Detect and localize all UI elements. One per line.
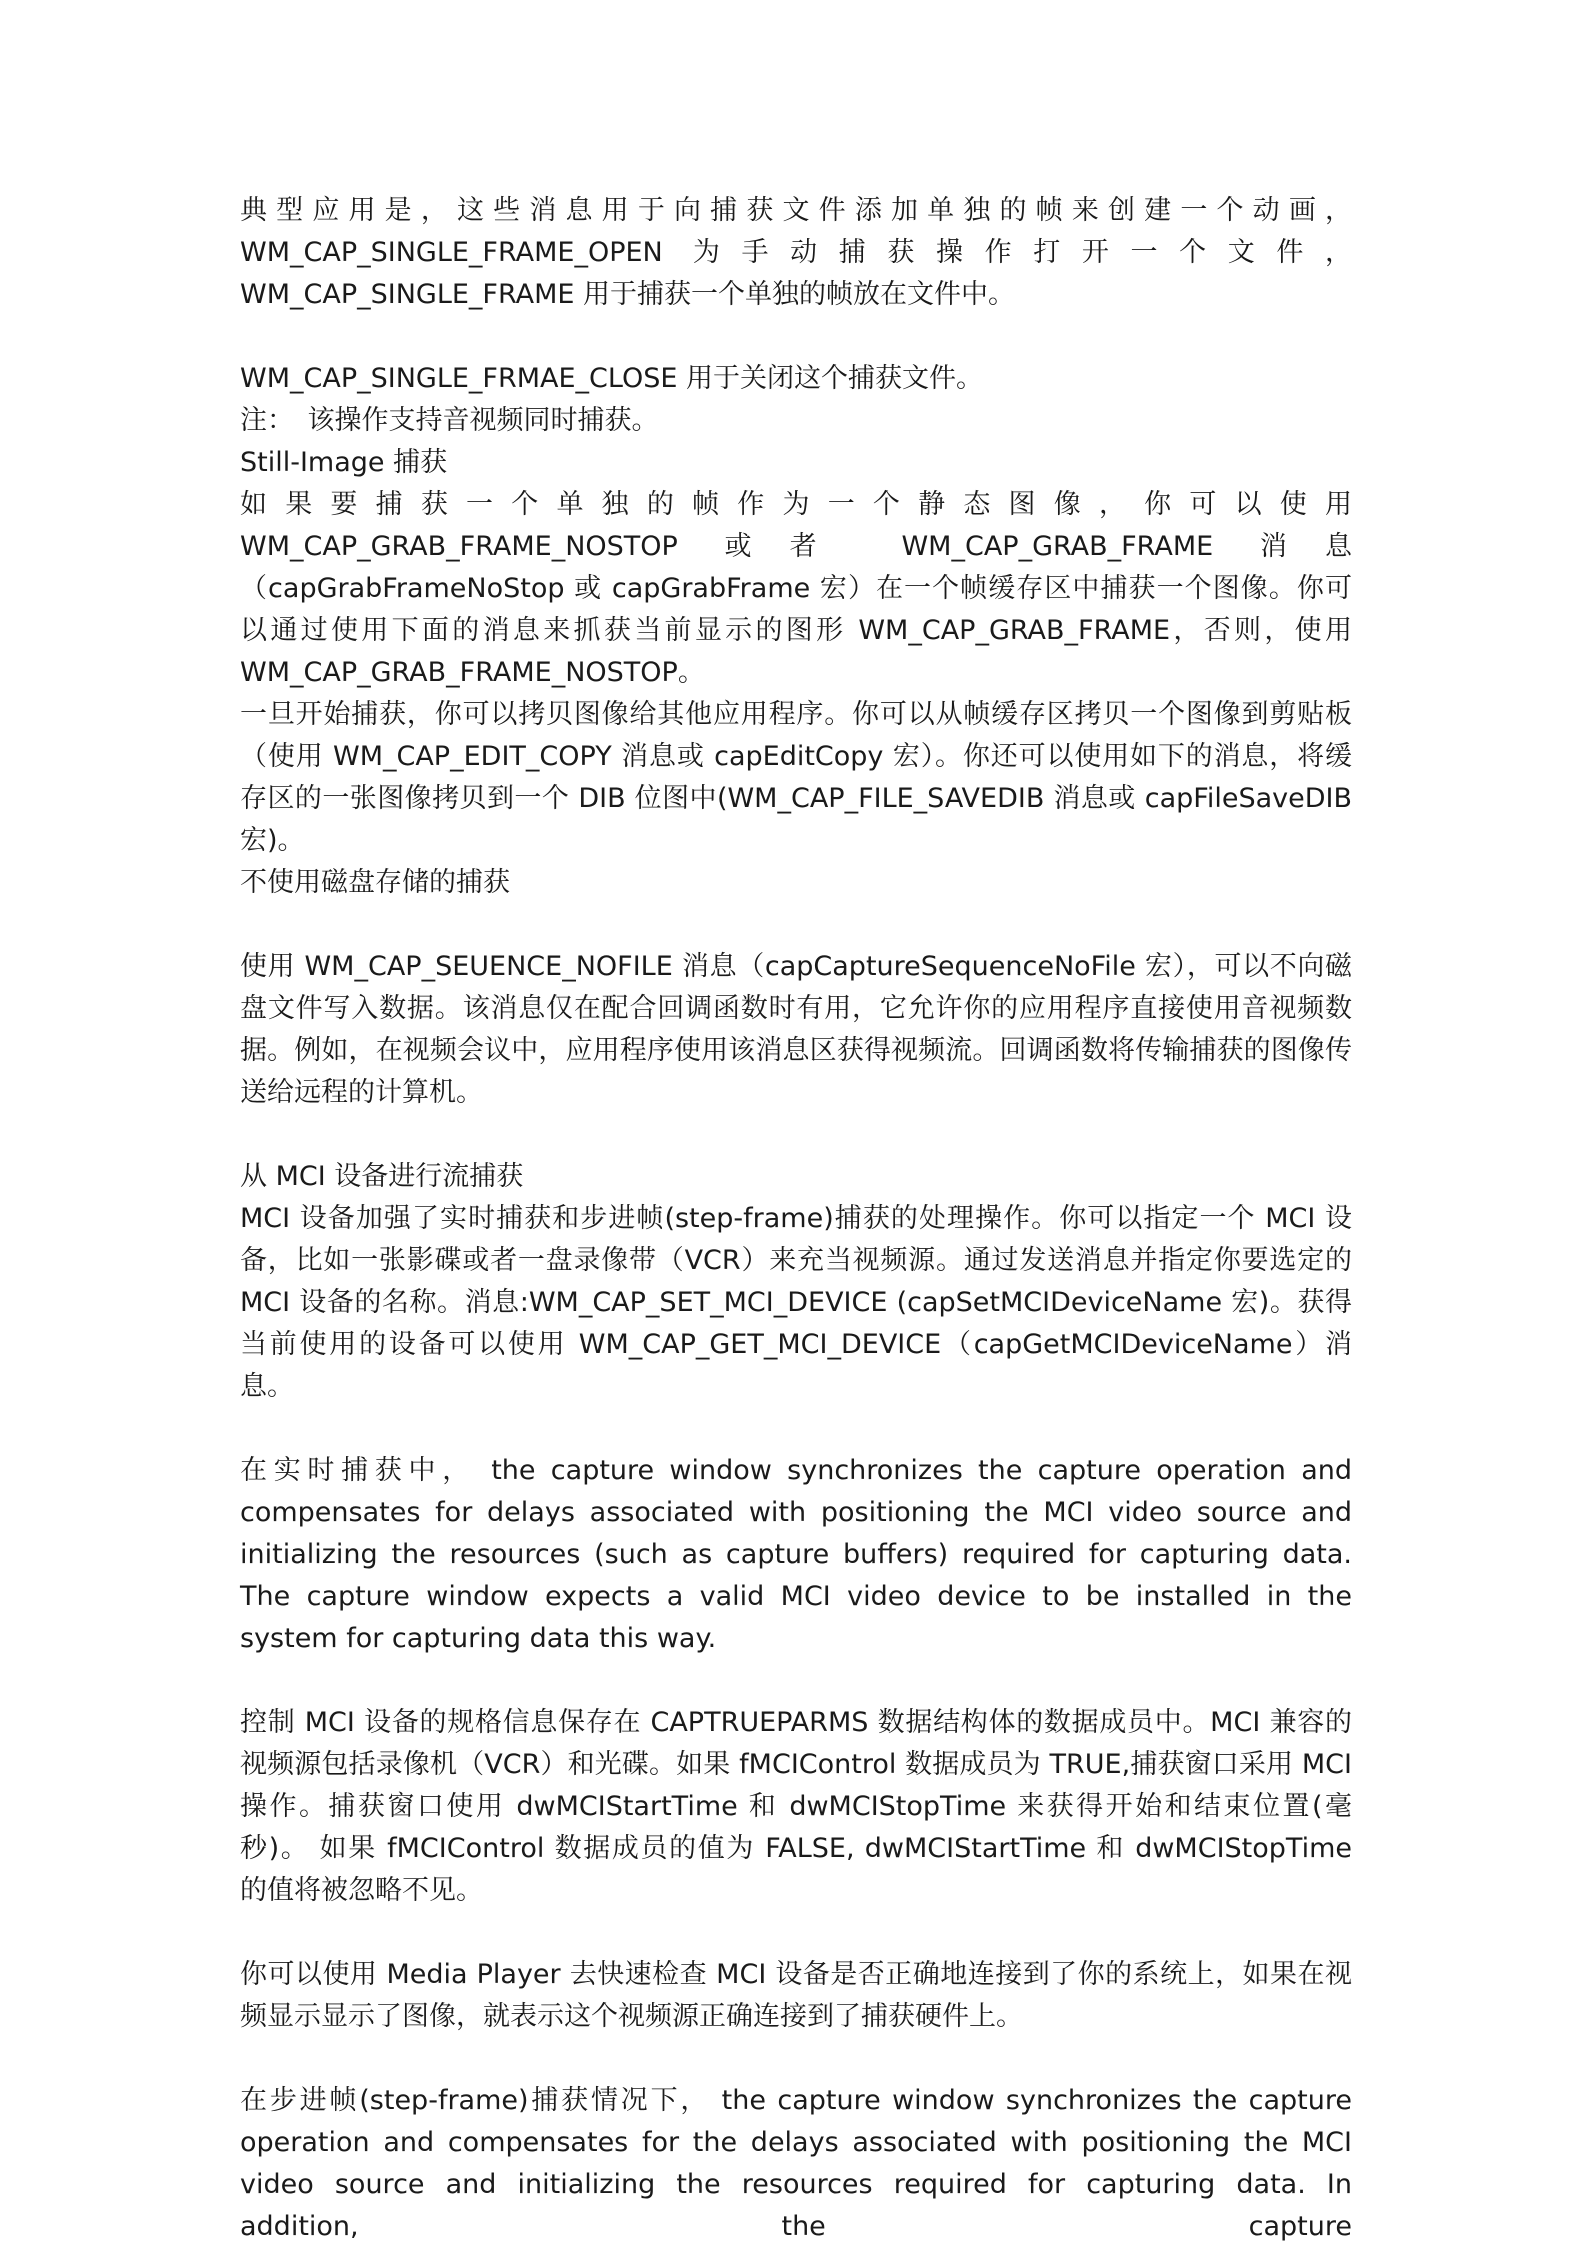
paragraph-note: 注： 该操作支持音视频同时捕获。 [240, 405, 659, 436]
heading-no-disk-capture: 不使用磁盘存储的捕获 [240, 867, 510, 898]
paragraph-gap [240, 1660, 1352, 1702]
paragraph-copy-image: 一旦开始捕获，你可以拷贝图像给其他应用程序。你可以从帧缓存区拷贝一个图像到剪贴板（使用 WM_CAP_EDIT_COPY 消息或 capEditCopy 宏）。你还可以使用如下的消息，将缓存区的一张图像拷贝到一个 DIB 位图中(WM_CAP_FILE_SAVEDIB 消息或 capFileSaveDIB 宏)。 [240, 699, 1352, 856]
paragraph-media-player: 你可以使用 Media Player 去快速检查 MCI 设备是否正确地连接到了你的系统上，如果在视频显示显示了图像，就表示这个视频源正确连接到了捕获硬件上。 [240, 1959, 1352, 2032]
paragraph-no-file: 使用 WM_CAP_SEUENCE_NOFILE 消息（capCaptureSequenceNoFile 宏），可以不向磁盘文件写入数据。该消息仅在配合回调函数时有用，它允许你的应用程序直接使用音视频数据。例如，在视频会议中，应用程序使用该消息区获得视频流。回调函数将传输捕获的图像传送给远程的计算机。 [240, 951, 1352, 1108]
paragraph-gap [240, 1912, 1352, 1954]
paragraph-gap [240, 1114, 1352, 1156]
paragraph-gap [240, 904, 1352, 946]
paragraph-still-image: 如果要捕获一个单独的帧作为一个静态图像，你可以使用 WM_CAP_GRAB_FRAME_NOSTOP 或者 WM_CAP_GRAB_FRAME 消息（capGrabFrameNoStop 或 capGrabFrame 宏）在一个帧缓存区中捕获一个图像。你可以通过使用下面的消息来抓获当前显示的图形 WM_CAP_GRAB_FRAME，否则，使用 WM_CAP_GRAB_FRAME_NOSTOP。 [240, 489, 1352, 688]
paragraph-mci-device: MCI 设备加强了实时捕获和步进帧(step-frame)捕获的处理操作。你可以指定一个 MCI 设备，比如一张影碟或者一盘录像带（VCR）来充当视频源。通过发送消息并指定你要选定的 MCI 设备的名称。消息:WM_CAP_SET_MCI_DEVICE (capSetMCIDeviceName 宏)。获得当前使用的设备可以使用 WM_CAP_GET_MCI_DEVICE（capGetMCIDeviceName）消息。 [240, 1203, 1352, 1402]
paragraph-single-frame-close: WM_CAP_SINGLE_FRMAE_CLOSE 用于关闭这个捕获文件。 [240, 363, 984, 394]
document-page [240, 190, 1352, 2248]
paragraph-gap [240, 316, 1352, 358]
paragraph-realtime-capture: 在实时捕获中， the capture window synchronizes the capture operation and compensates for delays associated with positioning the MCI video source and initializing the resources (such as capture buffers) required for capturing data. The capture window expects a valid MCI video device to be installed in the system for capturing data this way. [240, 1455, 1352, 1654]
paragraph-single-frame-intro: 典型应用是，这些消息用于向捕获文件添加单独的帧来创建一个动画，WM_CAP_SINGLE_FRAME_OPEN 为手动捕获操作打开一个文件，WM_CAP_SINGLE_FRAME 用于捕获一个单独的帧放在文件中。 [240, 195, 1352, 310]
paragraph-gap [240, 2038, 1352, 2080]
paragraph-gap [240, 1408, 1352, 1450]
paragraph-step-frame: 在步进帧(step-frame)捕获情况下， the capture window synchronizes the capture operation and compensates for the delays associated with positioning the MCI video source and initializing the resources required for capturing data. In addition, the capture [240, 2085, 1352, 2242]
heading-still-image: Still-Image 捕获 [240, 447, 448, 478]
heading-mci-stream: 从 MCI 设备进行流捕获 [240, 1161, 524, 1192]
paragraph-mci-control: 控制 MCI 设备的规格信息保存在 CAPTRUEPARMS 数据结构体的数据成员中。MCI 兼容的视频源包括录像机（VCR）和光碟。如果 fMCIControl 数据成员为 TRUE,捕获窗口采用 MCI 操作。捕获窗口使用 dwMCIStartTime 和 dwMCIStopTime 来获得开始和结束位置(毫秒)。 如果 fMCIControl 数据成员的值为 FALSE, dwMCIStartTime 和 dwMCIStopTime 的值将被忽略不见。 [240, 1707, 1352, 1906]
